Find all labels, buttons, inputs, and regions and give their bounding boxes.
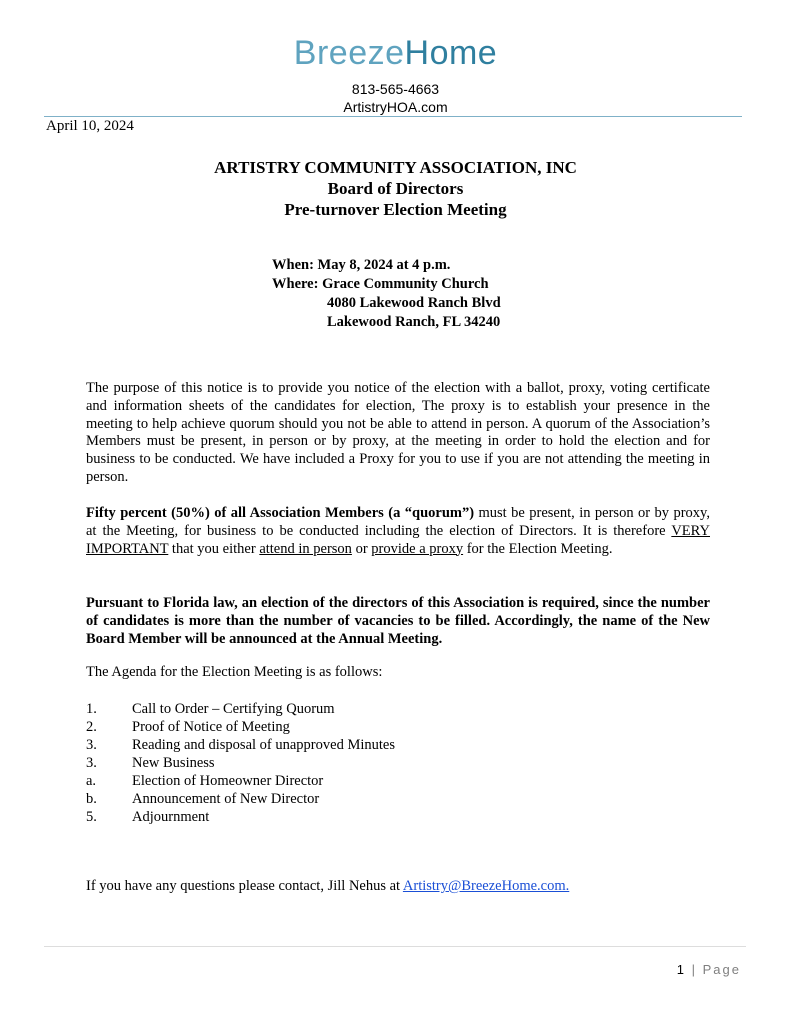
agenda-item-number: 3. [86, 755, 97, 771]
contact-email-link[interactable]: Artistry@BreezeHome.com. [402, 878, 570, 894]
agenda-item-number: b. [86, 791, 97, 807]
logo-breeze-text: Breeze [293, 34, 405, 72]
title-block [0, 157, 791, 220]
agenda-item [86, 700, 395, 718]
meeting-address-line1: 4080 Lakewood Ranch Blvd [327, 295, 501, 311]
meeting-when: When: May 8, 2024 at 4 p.m. [272, 257, 451, 273]
quorum-text-4: for the Election Meeting. [463, 540, 613, 557]
agenda-item-number: 1. [86, 701, 97, 717]
quorum-bold-text: Fifty percent (50%) of all Association Members (a “quorum”) [86, 505, 475, 521]
attend-in-person-text: attend in person [259, 540, 352, 557]
agenda-item-number: 5. [86, 809, 97, 825]
agenda-item-text: Proof of Notice of Meeting [132, 719, 290, 735]
agenda-item-number: 3. [86, 737, 97, 753]
page-label: | Page [686, 962, 741, 977]
agenda-item-number: 2. [86, 719, 97, 735]
footer-divider [44, 946, 746, 947]
breeze-home-logo [0, 34, 791, 73]
association-title: ARTISTRY COMMUNITY ASSOCIATION, INC [214, 158, 577, 177]
agenda-list [86, 700, 395, 826]
header-divider [44, 116, 742, 117]
quorum-text-3: or [351, 540, 372, 557]
agenda-item-text: Adjournment [132, 809, 210, 825]
agenda-item-text: Reading and disposal of unapproved Minutes [132, 737, 395, 753]
agenda-item-text: Call to Order – Certifying Quorum [132, 701, 335, 717]
agenda-item-text: Announcement of New Director [132, 791, 320, 807]
meeting-details [272, 256, 501, 332]
logo-home-text: Home [404, 34, 498, 72]
agenda-item [86, 790, 395, 808]
provide-proxy-text: provide a proxy [371, 540, 464, 557]
agenda-item-text: Election of Homeowner Director [132, 773, 324, 789]
agenda-intro: The Agenda for the Election Meeting is as follows: [86, 664, 383, 680]
agenda-item [86, 808, 395, 826]
agenda-item-text: New Business [132, 755, 215, 771]
meeting-address-line2: Lakewood Ranch, FL 34240 [327, 314, 501, 330]
page-number [677, 962, 741, 977]
agenda-item [86, 736, 395, 754]
letter-date: April 10, 2024 [46, 118, 134, 134]
agenda-item [86, 754, 395, 772]
header-phone: 813-565-4663 [351, 81, 440, 97]
meeting-title: Pre-turnover Election Meeting [284, 200, 507, 219]
contact-line [86, 878, 569, 895]
page-number-value: 1 [676, 962, 687, 977]
quorum-text-2: that you either [168, 540, 260, 557]
quorum-paragraph [86, 505, 710, 558]
quorum-text-1: must be present, in person or by proxy, at the Meeting, for business to be conducted including the election of Directors. It is therefore [86, 505, 710, 539]
board-title: Board of Directors [327, 179, 464, 198]
contact-text: If you have any questions please contact, Jill Nehus at [86, 878, 403, 894]
header-website: ArtistryHOA.com [343, 99, 448, 115]
agenda-item [86, 718, 395, 736]
very-important-text: VERY IMPORTANT [86, 522, 710, 557]
florida-law-paragraph: Pursuant to Florida law, an election of the directors of this Association is required, since the number of candidates is more than the number of vacancies to be filled. Accordingly, the name of the New Board Member will be announced at the Annual Meeting. [86, 595, 710, 647]
purpose-paragraph: The purpose of this notice is to provide you notice of the election with a ballot, proxy, voting certificate and information sheets of the candidates for election, The proxy is to establish your presence in the meeting to help achieve quorum should you not be able to attend in person. A quorum of the Association’s Members must be present, in person or by proxy, at the meeting in order to hold the election and for business to be conducted. We have included a Proxy for you to use if you are not attending the meeting in person. [86, 380, 710, 485]
agenda-item [86, 772, 395, 790]
meeting-where: Where: Grace Community Church [272, 276, 489, 292]
agenda-item-number: a. [86, 773, 97, 789]
